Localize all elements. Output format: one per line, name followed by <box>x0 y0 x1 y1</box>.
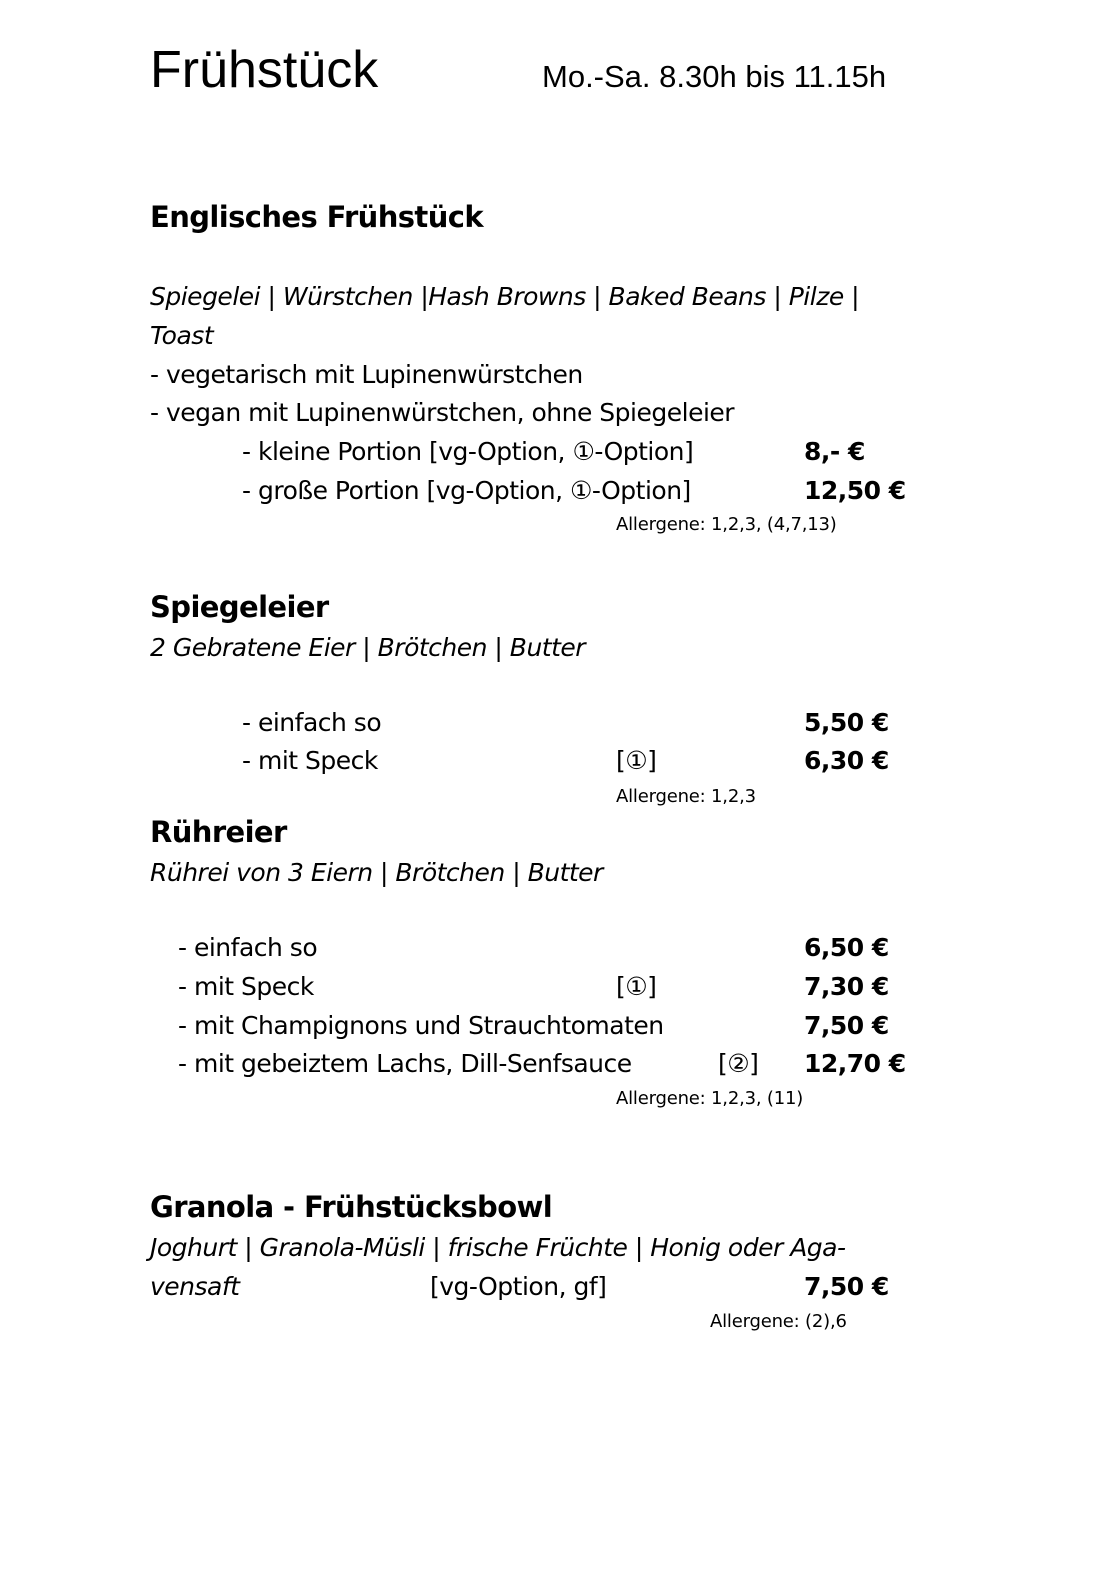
section-description: 2 Gebratene Eier | Brötchen | Butter <box>150 633 586 662</box>
allergens-note: Allergene: 1,2,3, (4,7,13) <box>616 514 837 535</box>
page-title: Frühstück <box>150 41 379 99</box>
vegetarian-note: - vegetarisch mit Lupinenwürstchen <box>150 360 583 389</box>
section-description-cont: vensaft <box>150 1272 240 1301</box>
menu-item-tag: [vg-Option, gf] <box>430 1272 607 1301</box>
menu-item-price: 7,30 € <box>804 972 889 1001</box>
menu-item-price: 6,50 € <box>804 933 889 962</box>
allergens-note: Allergene: 1,2,3, (11) <box>616 1088 804 1109</box>
menu-item-price: 6,30 € <box>804 746 889 775</box>
menu-item-price: 7,50 € <box>804 1011 889 1040</box>
section-heading: Englisches Frühstück <box>150 200 484 234</box>
menu-item-label: - einfach so <box>242 708 382 737</box>
opening-hours: Mo.-Sa. 8.30h bis 11.15h <box>542 59 887 94</box>
menu-item-tag: [①] <box>616 972 657 1001</box>
section-heading: Rühreier <box>150 815 287 849</box>
menu-item-tag: [②] <box>718 1049 759 1078</box>
allergens-note: Allergene: 1,2,3 <box>616 786 756 807</box>
menu-item-label: - einfach so <box>178 933 318 962</box>
menu-item-label: - mit Speck <box>178 972 314 1001</box>
menu-item-label: - mit gebeiztem Lachs, Dill-Senfsauce <box>178 1049 632 1078</box>
menu-item-price: 5,50 € <box>804 708 889 737</box>
menu-item-label: - mit Speck <box>242 746 378 775</box>
section-description: Rührei von 3 Eiern | Brötchen | Butter <box>150 858 603 887</box>
menu-item-price: 12,70 € <box>804 1049 906 1078</box>
menu-item-price: 8,- € <box>804 437 865 466</box>
menu-item-label: - mit Champignons und Strauchtomaten <box>178 1011 664 1040</box>
section-heading: Spiegeleier <box>150 590 329 624</box>
vegan-note: - vegan mit Lupinenwürstchen, ohne Spiegeleier <box>150 398 735 427</box>
section-description: Joghurt | Granola-Müsli | frische Früchte | Honig oder Aga- <box>150 1233 846 1262</box>
menu-item-label: - große Portion [vg-Option, ①-Option] <box>242 476 691 505</box>
section-description-cont: Toast <box>150 321 214 350</box>
menu-item-price: 7,50 € <box>804 1272 889 1301</box>
menu-item-price: 12,50 € <box>804 476 906 505</box>
allergens-note: Allergene: (2),6 <box>710 1311 847 1332</box>
section-heading: Granola - Frühstücksbowl <box>150 1190 553 1224</box>
menu-item-tag: [①] <box>616 746 657 775</box>
section-description: Spiegelei | Würstchen |Hash Browns | Baked Beans | Pilze | <box>150 282 860 311</box>
menu-item-label: - kleine Portion [vg-Option, ①-Option] <box>242 437 694 466</box>
